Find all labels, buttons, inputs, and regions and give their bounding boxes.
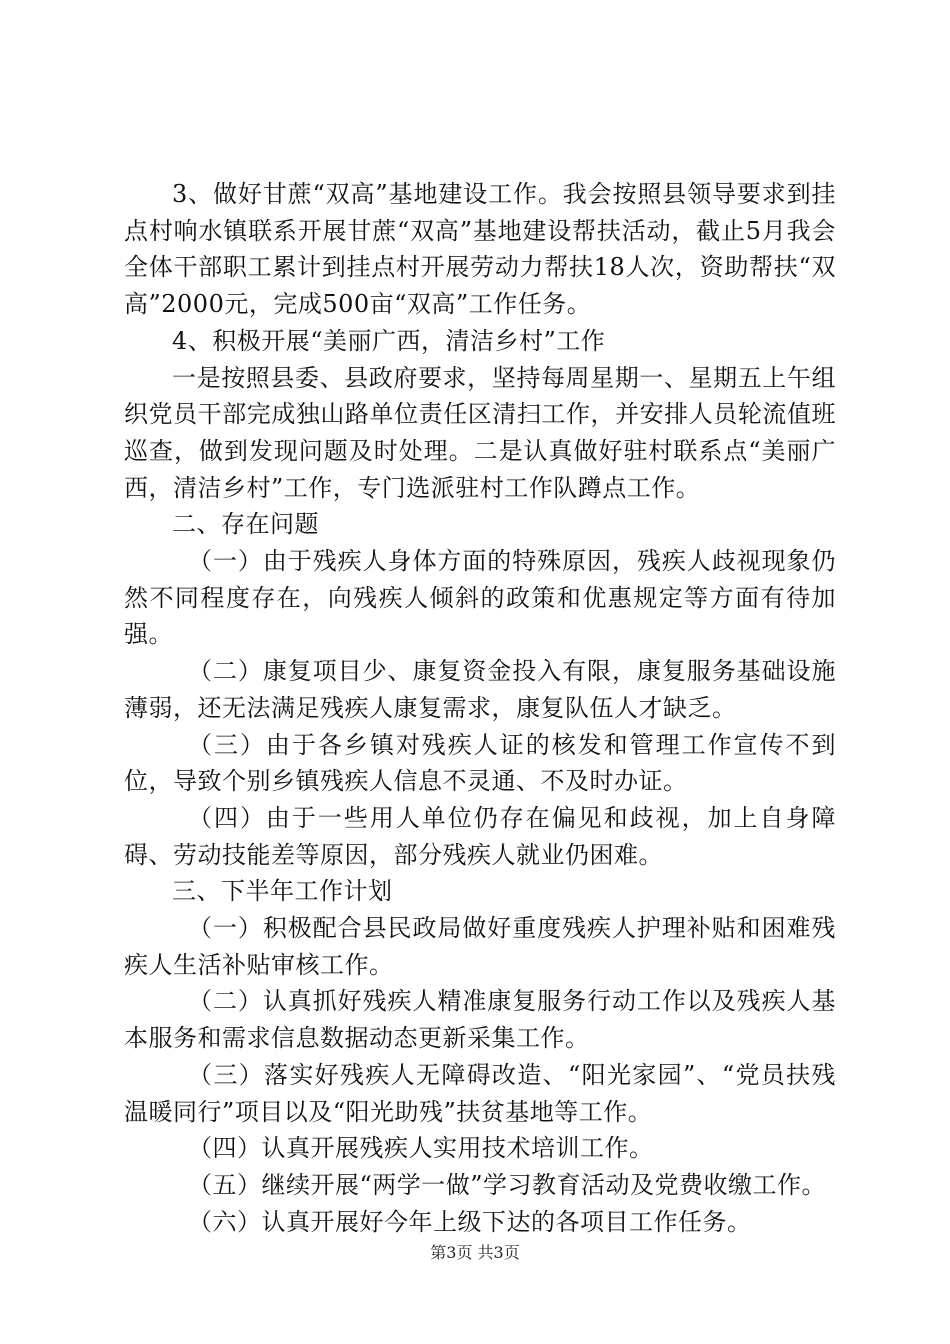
plan-item-6: （六）认真开展好今年上级下达的各项目工作任务。 [188, 1207, 752, 1236]
paragraph-clean-village-detail: 一是按照县委、县政府要求，坚持每周星期一、星期五上午组织党员干部完成独山路单位责任区清扫工作，并安排人员轮流值班巡查，做到发现问题及时处理。二是认真做好驻村联系点“美丽广西，清洁乡村”工作，专门选派驻村工作队蹲点工作。 [124, 363, 836, 502]
problem-item-4: （四）由于一些用人单位仍存在偏见和歧视，加上自身障碍、劳动技能差等原因，部分残疾人就业仍困难。 [124, 803, 836, 869]
paragraph-clean-village-heading: 4、积极开展“美丽广西，清洁乡村”工作 [172, 326, 606, 355]
problem-item-3: （三）由于各乡镇对残疾人证的核发和管理工作宣传不到位，导致个别乡镇残疾人信息不灵通、不及时办证。 [124, 730, 836, 796]
plan-item-3: （三）落实好残疾人无障碍改造、“阳光家园”、“党员扶残温暖同行”项目以及“阳光助残”扶贫基地等工作。 [124, 1060, 836, 1126]
plan-item-5: （五）继续开展“两学一做”学习教育活动及党费收缴工作。 [188, 1170, 827, 1199]
problem-item-1: （一）由于残疾人身体方面的特殊原因，残疾人歧视现象仍然不同程度存在，向残疾人倾斜的政策和优惠规定等方面有待加强。 [124, 547, 836, 649]
plan-item-1: （一）积极配合县民政局做好重度残疾人护理补贴和困难残疾人生活补贴审核工作。 [124, 914, 836, 979]
section-heading-problems: 二、存在问题 [172, 510, 319, 539]
plan-item-2: （二）认真抓好残疾人精准康复服务行动工作以及残疾人基本服务和需求信息数据动态更新采集工作。 [124, 987, 836, 1053]
page-number-footer: 第3页 共3页 [430, 1243, 520, 1262]
section-heading-plan: 三、下半年工作计划 [172, 877, 393, 906]
document-body [124, 176, 836, 1240]
paragraph-sugarcane-base: 3、做好甘蔗“双高”基地建设工作。我会按照县领导要求到挂点村响水镇联系开展甘蔗“双高”基地建设帮扶活动，截止5月我会全体干部职工累计到挂点村开展劳动力帮扶18人次，资助帮扶“双高”2000元，完成500亩“双高”工作任务。 [124, 180, 836, 319]
problem-item-2: （二）康复项目少、康复资金投入有限，康复服务基础设施薄弱，还无法满足残疾人康复需求，康复队伍人才缺乏。 [124, 657, 836, 722]
plan-item-4: （四）认真开展残疾人实用技术培训工作。 [188, 1134, 654, 1163]
